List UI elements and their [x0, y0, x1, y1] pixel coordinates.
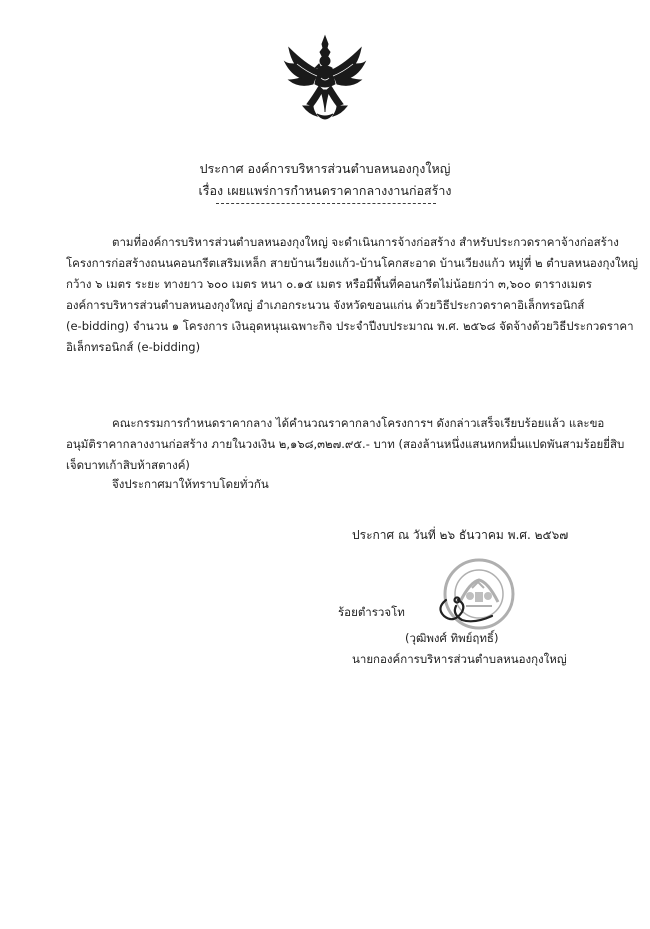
paragraph-line: (e-bidding) จำนวน ๑ โครงการ เงินอุดหนุนเฉพาะกิจ ประจำปีงบประมาณ พ.ศ. ๒๕๖๘ จัดจ้างด้วยวิธีประกวดราคา [66, 319, 634, 333]
paragraph-line: เจ็ดบาทเก้าสิบห้าสตางค์) [66, 458, 190, 472]
paragraph-line: ตามที่องค์การบริหารส่วนตำบลหนองกุงใหญ่ จะดำเนินการจ้างก่อสร้าง สำหรับประกวดราคาจ้างก่อสร้าง [112, 235, 619, 249]
paragraph-line: คณะกรรมการกำหนดราคากลาง ได้คำนวณราคากลางโครงการฯ ดังกล่าวเสร็จเรียบร้อยแล้ว และขอ [112, 416, 605, 430]
paragraph-line: กว้าง ๖ เมตร ระยะ ทางยาว ๖๐๐ เมตร หนา ๐.๑๕ เมตร หรือมีพื้นที่คอนกรีตไม่น้อยกว่า ๓,๖๐๐ ตารางเมตร [66, 277, 592, 291]
announcement-date: ประกาศ ณ วันที่ ๒๖ ธันวาคม พ.ศ. ๒๕๖๗ [352, 528, 569, 542]
signatory-position: นายกองค์การบริหารส่วนตำบลหนองกุงใหญ่ [352, 652, 567, 666]
paragraph-line: จึงประกาศมาให้ทราบโดยทั่วกัน [112, 477, 269, 491]
signatory-name: (วุฒิพงศ์ ทิพย์ฤทธิ์) [405, 631, 499, 645]
title-divider [216, 203, 436, 204]
paragraph-line: อิเล็กทรอนิกส์ (e-bidding) [66, 340, 201, 354]
announcement-title: ประกาศ องค์การบริหารส่วนตำบลหนองกุงใหญ่ [199, 161, 451, 176]
signatory-rank: ร้อยตำรวจโท [338, 605, 405, 619]
paragraph-line: โครงการก่อสร้างถนนคอนกรีตเสริมเหล็ก สายบ้านเวียงแก้ว-บ้านโคกสะอาด บ้านเวียงแก้ว หมู่ที่ ๒ ตำบลหนองกุงใหญ่ [66, 256, 639, 270]
paragraph-project-details [66, 232, 639, 358]
garuda-emblem-icon [283, 34, 367, 124]
announcement-subject: เรื่อง เผยแพร่การกำหนดราคากลางงานก่อสร้าง [198, 183, 452, 198]
paragraph-closing [66, 474, 596, 495]
handwritten-signature-icon [432, 586, 502, 626]
paragraph-line: อนุมัติราคากลางงานก่อสร้าง ภายในวงเงิน ๒,๑๖๘,๓๒๗.๙๕.- บาท (สองล้านหนึ่งแสนหกหมื่นแปดพันสามร้อยยี่สิบ [66, 437, 625, 451]
paragraph-median-price [66, 413, 625, 476]
paragraph-line: องค์การบริหารส่วนตำบลหนองกุงใหญ่ อำเภอกระนวน จังหวัดขอนแก่น ด้วยวิธีประกวดราคาอิเล็กทรอนิกส์ [66, 298, 585, 312]
